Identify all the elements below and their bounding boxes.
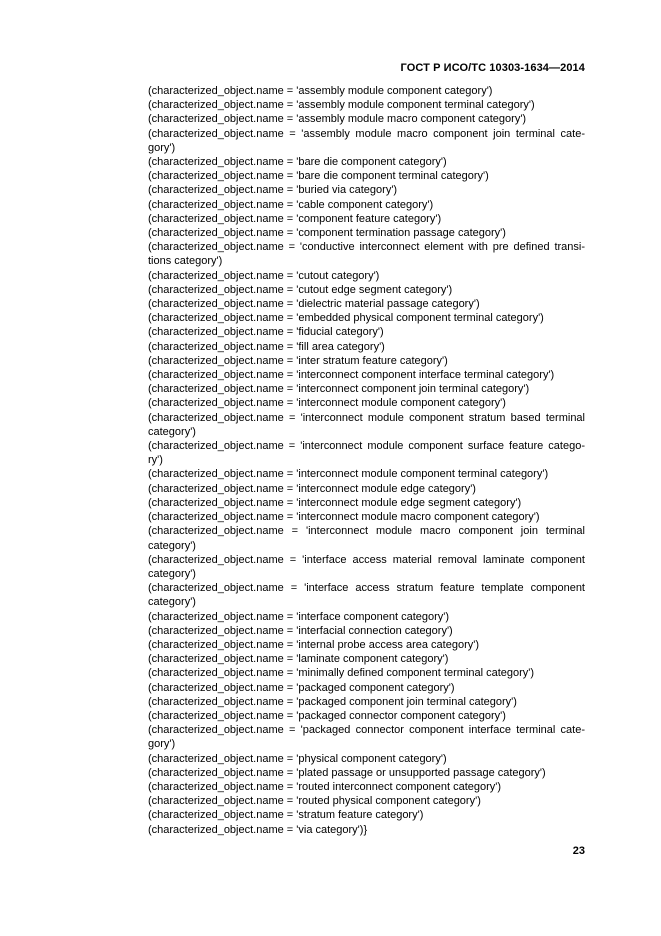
entry-line: (characterized_object.name = 'packaged component category') [148, 681, 455, 694]
entry-line: (characterized_object.name = 'interconnect component join terminal category') [148, 383, 530, 396]
entry-line: (characterized_object.name = 'assembly module macro component category') [148, 113, 527, 126]
entry-line: (characterized_object.name = 'cable component category') [148, 198, 434, 211]
entry-line: (characterized_object.name = 'component feature category') [148, 212, 442, 225]
entry-line: (characterized_object.name = 'packaged connector component category') [148, 709, 506, 722]
entry-line: (characterized_object.name = 'bare die component terminal category') [148, 170, 489, 183]
entry-line: (characterized_object.name = 'packaged connector component interface terminal cate- [148, 724, 585, 737]
entry-line: (characterized_object.name = 'interconnect module macro component join terminal [148, 525, 585, 538]
entry-line: (characterized_object.name = 'cutout edge segment category') [148, 283, 453, 296]
entry-line: (characterized_object.name = 'packaged component join terminal category') [148, 695, 517, 708]
entry-line: (characterized_object.name = 'assembly module component category') [148, 85, 493, 97]
entry-line: (characterized_object.name = 'minimally defined component terminal category') [148, 667, 535, 680]
entry-line: (characterized_object.name = 'interconnect module component terminal category') [148, 468, 549, 481]
entry-line: category') [148, 425, 196, 438]
page-number: 23 [572, 845, 585, 857]
entry-line: (characterized_object.name = 'cutout category') [148, 269, 380, 282]
entry-line: (characterized_object.name = 'buried via category') [148, 184, 398, 197]
entry-line: (characterized_object.name = 'routed physical component category') [148, 795, 481, 808]
entry-line: (characterized_object.name = 'inter stratum feature category') [148, 354, 448, 367]
entry-line: (characterized_object.name = 'interconnect module edge segment category') [148, 496, 522, 509]
entry-line: (characterized_object.name = 'interface access material removal laminate component [148, 553, 585, 566]
entry-line: (characterized_object.name = 'interconnect module macro component category') [148, 511, 540, 524]
entry-line: (characterized_object.name = 'embedded physical component terminal category') [148, 312, 544, 325]
entry-list [148, 84, 585, 837]
entry-line: (characterized_object.name = 'fiducial category') [148, 326, 384, 339]
entry-line: (characterized_object.name = 'internal probe access area category') [148, 638, 480, 651]
entry-line: (characterized_object.name = 'bare die component category') [148, 156, 447, 169]
entry-line: (characterized_object.name = 'assembly module component terminal category') [148, 99, 535, 112]
entry-line: category') [148, 596, 196, 609]
entry-line: (characterized_object.name = 'conductive interconnect element with pre defined transi- [148, 241, 585, 254]
entry-line: (characterized_object.name = 'interface component category') [148, 610, 450, 623]
entry-line: category') [148, 539, 196, 552]
entry-line: (characterized_object.name = 'interconnect module component category') [148, 397, 506, 410]
entry-line: (characterized_object.name = 'interface access stratum feature template component [148, 582, 585, 595]
entry-line: (characterized_object.name = 'interconnect component interface terminal category') [148, 369, 555, 382]
entry-line: (characterized_object.name = 'component termination passage category') [148, 227, 506, 240]
entry-line: (characterized_object.name = 'physical component category') [148, 752, 447, 765]
entry-line: (characterized_object.name = 'interconnect module component surface feature catego- [148, 440, 585, 453]
entry-line: (characterized_object.name = 'stratum feature category') [148, 809, 424, 822]
document-header-title: ГОСТ Р ИСО/ТС 10303-1634—2014 [400, 62, 585, 74]
entry-line: (characterized_object.name = 'interconnect module edge category') [148, 482, 476, 495]
entry-line: (characterized_object.name = 'plated passage or unsupported passage category') [148, 766, 546, 779]
entry-line: category') [148, 567, 196, 580]
entry-line: (characterized_object.name = 'via category')} [148, 823, 368, 836]
entry-line: ry') [148, 454, 163, 467]
entry-line: gory') [148, 141, 176, 154]
entry-line: tions category') [148, 255, 223, 268]
entry-line: (characterized_object.name = 'laminate component category') [148, 653, 449, 666]
entry-line: (characterized_object.name = 'assembly module macro component join terminal cate- [148, 127, 585, 140]
entry-line: (characterized_object.name = 'interfacial connection category') [148, 624, 453, 637]
entry-line: gory') [148, 738, 176, 751]
entry-line: (characterized_object.name = 'dielectric material passage category') [148, 298, 480, 311]
entry-line: (characterized_object.name = 'routed interconnect component category') [148, 780, 502, 793]
entry-line: (characterized_object.name = 'fill area category') [148, 340, 385, 353]
entry-line: (characterized_object.name = 'interconnect module component stratum based terminal [148, 411, 585, 424]
